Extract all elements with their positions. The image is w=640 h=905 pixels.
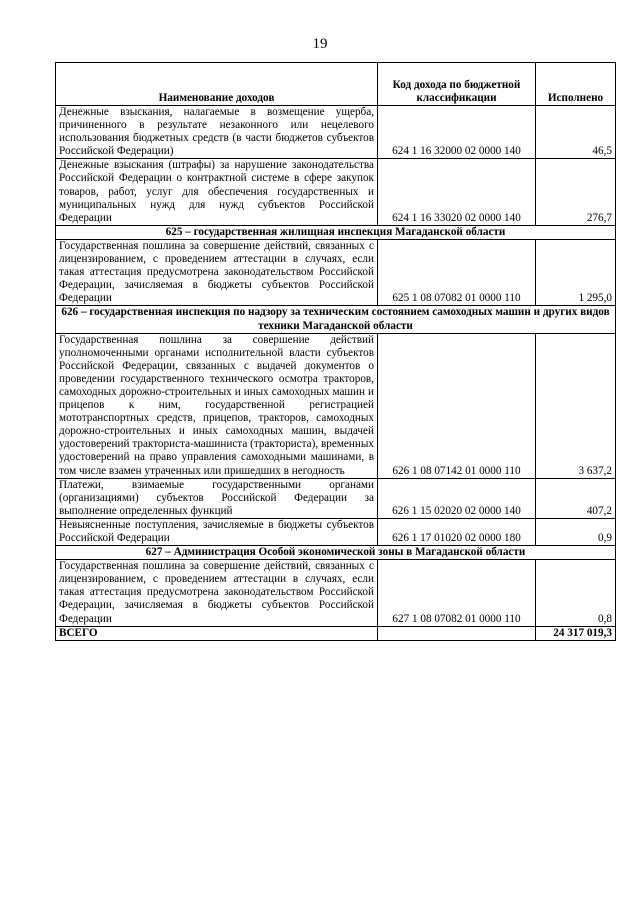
total-label: ВСЕГО	[56, 626, 378, 640]
total-amount: 24 317 019,3	[536, 626, 616, 640]
row-amount: 0,8	[536, 560, 616, 626]
row-amount: 407,2	[536, 478, 616, 518]
total-row	[56, 626, 616, 640]
row-code: 625 1 08 07082 01 0000 110	[378, 239, 536, 305]
row-amount: 276,7	[536, 159, 616, 225]
section-title: 627 – Администрация Особой экономической зоны в Магаданской области	[56, 546, 616, 560]
row-amount: 0,9	[536, 518, 616, 545]
total-code-empty	[378, 626, 536, 640]
section-title: 626 – государственная инспекция по надзору за техническим состоянием самоходных машин и других видов техники Магаданской области	[56, 306, 616, 333]
row-name: Денежные взыскания (штрафы) за нарушение законодательства Российской Федерации о контрактной системе в сфере закупок товаров, работ, услуг для обеспечения государственных и муниципальных нужд для нужд субъектов Российской Федерации	[56, 159, 378, 225]
header-name: Наименование доходов	[56, 63, 378, 106]
row-name: Государственная пошлина за совершение действий, связанных с лицензированием, с проведением аттестации в случаях, если такая аттестация предусмотрена законодательством Российской Федерации, зачисляемая в бюджеты субъектов Российской Федерации	[56, 560, 378, 626]
row-name: Платежи, взимаемые государственными органами (организациями) субъектов Российской Федерации за выполнение определенных функций	[56, 478, 378, 518]
section-title: 625 – государственная жилищная инспекция Магаданской области	[56, 225, 616, 239]
table-row	[56, 478, 616, 518]
row-amount: 1 295,0	[536, 239, 616, 305]
row-amount: 3 637,2	[536, 333, 616, 478]
section-row	[56, 306, 616, 333]
table-row	[56, 239, 616, 305]
table-row	[56, 560, 616, 626]
row-name: Невыясненные поступления, зачисляемые в бюджеты субъектов Российской Федерации	[56, 518, 378, 545]
row-name: Государственная пошлина за совершение действий уполномоченными органами исполнительной власти субъектов Российской Федерации, связанных с выдачей документов о проведении государственного технического осмотра тракторов, самоходных дорожно-строительных и иных самоходных машин и прицепов к ним, государственной регистрацией мототранспортных средств, прицепов, тракторов, самоходных дорожно-строительных и иных самоходных машин, выдачей удостоверений тракториста-машиниста (тракториста), временных удостоверений на право управления самоходными машинами, в том числе взамен утраченных или пришедших в негодность	[56, 333, 378, 478]
row-name: Денежные взыскания, налагаемые в возмещение ущерба, причиненного в результате незаконного или нецелевого использования бюджетных средств (в части бюджетов субъектов Российской Федерации)	[56, 106, 378, 159]
row-amount: 46,5	[536, 106, 616, 159]
row-code: 626 1 08 07142 01 0000 110	[378, 333, 536, 478]
header-code: Код дохода по бюджетной классификации	[378, 63, 536, 106]
revenue-table	[55, 62, 616, 641]
table-header-row	[56, 63, 616, 106]
table-row	[56, 106, 616, 159]
header-executed: Исполнено	[536, 63, 616, 106]
table-row	[56, 333, 616, 478]
row-code: 624 1 16 33020 02 0000 140	[378, 159, 536, 225]
row-code: 627 1 08 07082 01 0000 110	[378, 560, 536, 626]
row-code: 626 1 17 01020 02 0000 180	[378, 518, 536, 545]
section-row	[56, 546, 616, 560]
page-number: 19	[312, 36, 328, 52]
row-code: 626 1 15 02020 02 0000 140	[378, 478, 536, 518]
section-row	[56, 225, 616, 239]
row-name: Государственная пошлина за совершение действий, связанных с лицензированием, с проведением аттестации в случаях, если такая аттестация предусмотрена законодательством Российской Федерации, зачисляемая в бюджеты субъектов Российской Федерации	[56, 239, 378, 305]
table-row	[56, 518, 616, 545]
table-row	[56, 159, 616, 225]
row-code: 624 1 16 32000 02 0000 140	[378, 106, 536, 159]
